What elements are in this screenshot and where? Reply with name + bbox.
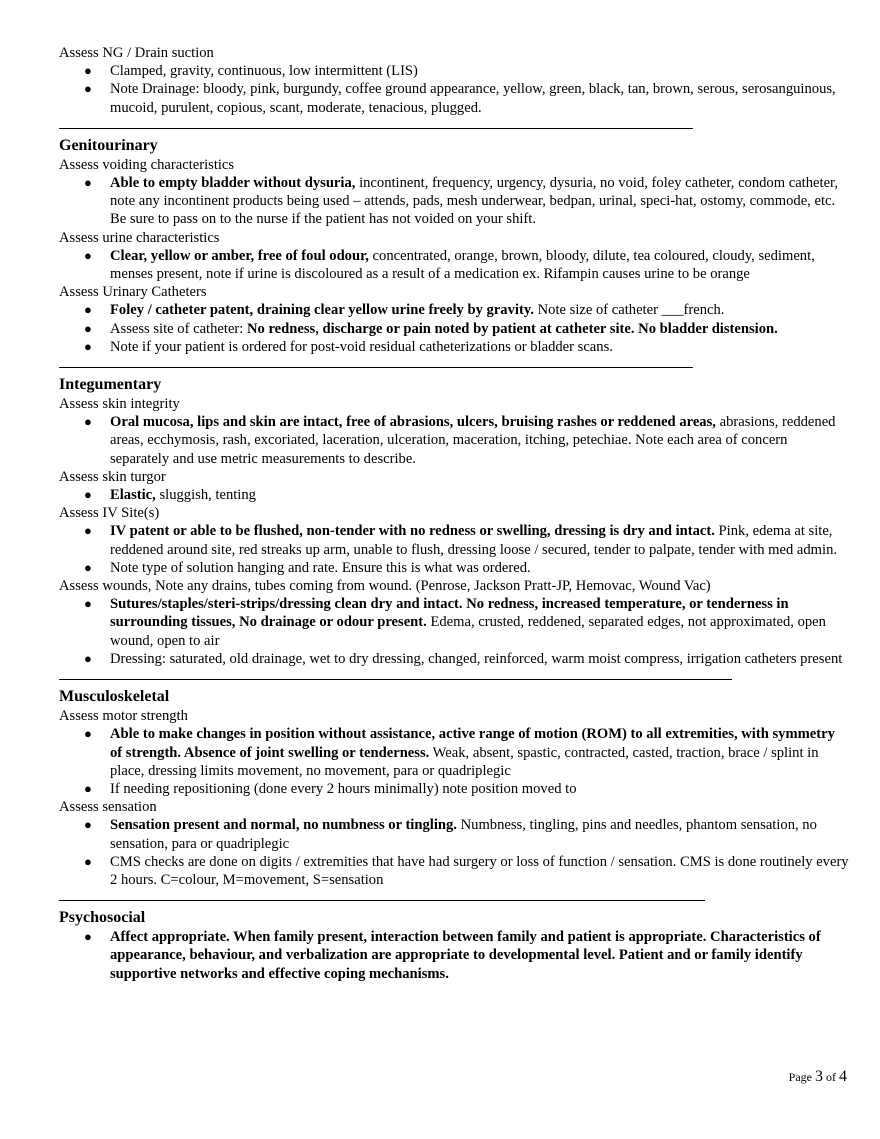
body-text: Edema, crusted, reddened, separated edges, not approximated, open wound, open to air bbox=[110, 614, 826, 649]
list-item bbox=[59, 725, 849, 780]
document-page bbox=[59, 44, 849, 983]
divider bbox=[59, 900, 705, 901]
body-text: concentrated, orange, brown, bloody, dilute, tea coloured, cloudy, sediment, menses present, note if urine is discoloured as a result of a medication ex. Rifampin causes urine to be orange bbox=[110, 247, 815, 283]
divider bbox=[59, 367, 693, 368]
iv-site-label: Assess IV Site(s) bbox=[59, 505, 160, 522]
musculoskeletal-heading: Musculoskeletal bbox=[59, 688, 170, 706]
list-item bbox=[59, 595, 849, 650]
list-item bbox=[59, 320, 849, 338]
catheter-list bbox=[59, 301, 849, 356]
list-item: ● Note Drainage: bloody, pink, burgundy, coffee ground appearance, yellow, green, black, tan, brown, serous, serosanguinous, mucoid, purulent, copious, scant, moderate, tenacious, plugged. bbox=[59, 80, 849, 116]
bold-text: Elastic, bbox=[110, 487, 156, 504]
bold-text: No redness, discharge or pain noted by patient at catheter site. No bladder distension. bbox=[246, 320, 778, 337]
list-item: ● Note if your patient is ordered for post-void residual catheterizations or bladder scans. bbox=[59, 338, 849, 356]
bold-text: IV patent or able to be flushed, non-tender with no redness or swelling, dressing is dry and intact. bbox=[110, 523, 715, 540]
body-text: Weak, absent, spastic, contracted, casted, traction, brace / splint in place, dressing limits movement, no movement, para or quadriplegic bbox=[110, 744, 819, 779]
list-item: ● Clamped, gravity, continuous, low intermittent (LIS) bbox=[59, 62, 849, 80]
list-item bbox=[59, 486, 849, 504]
list-item bbox=[59, 522, 849, 558]
bold-text: Affect appropriate. When family present, interaction between family and patient is appropriate. Characteristics of appearance, behaviour, and verbalization are appropriate to developmental level. Patient and or family identify supportive networks and effective coping mechanisms. bbox=[110, 929, 821, 982]
list-item bbox=[59, 928, 849, 983]
psychosocial-list bbox=[59, 928, 849, 983]
sensation-label: Assess sensation bbox=[59, 799, 157, 816]
skin-turgor-label: Assess skin turgor bbox=[59, 468, 166, 485]
motor-strength-label: Assess motor strength bbox=[59, 708, 188, 725]
skin-list bbox=[59, 413, 849, 468]
body-text: Note size of catheter ___french. bbox=[533, 302, 725, 319]
bold-text: Oral mucosa, lips and skin are intact, free of abrasions, ulcers, bruising rashes or reddened areas, bbox=[110, 414, 716, 431]
page-word: Page bbox=[788, 1070, 815, 1084]
list-item: ● CMS checks are done on digits / extremities that have had surgery or loss of function / sensation. CMS is done routinely every 2 hours. C=colour, M=movement, S=sensation bbox=[59, 853, 849, 889]
page-current: 3 bbox=[815, 1068, 823, 1085]
iv-list bbox=[59, 522, 849, 577]
body-text: incontinent, frequency, urgency, dysuria, no void, foley catheter, condom catheter, note any incontinent products being used – attends, pads, mesh underwear, bedpan, urinal, speci-hat, ostomy, commode, etc. Be sure to pass on to the nurse if the patient has not voided on your shift. bbox=[110, 175, 838, 228]
divider bbox=[59, 128, 693, 129]
body-text: Assess site of catheter: bbox=[110, 320, 247, 337]
skin-integrity-label: Assess skin integrity bbox=[59, 396, 180, 413]
integumentary-heading: Integumentary bbox=[59, 376, 162, 394]
list-item bbox=[59, 816, 849, 852]
psychosocial-heading: Psychosocial bbox=[59, 909, 146, 927]
list-item bbox=[59, 174, 849, 229]
urine-label: Assess urine characteristics bbox=[59, 229, 220, 246]
list-item: ● Note type of solution hanging and rate. Ensure this is what was ordered. bbox=[59, 559, 849, 577]
list-item bbox=[59, 413, 849, 468]
bold-text: Foley / catheter patent, draining clear yellow urine freely by gravity. bbox=[110, 302, 534, 319]
genitourinary-heading: Genitourinary bbox=[59, 136, 158, 154]
list-item: ● Dressing: saturated, old drainage, wet to dry dressing, changed, reinforced, warm moist compress, irrigation catheters present bbox=[59, 650, 849, 668]
body-text: abrasions, reddened areas, ecchymosis, rash, excoriated, laceration, ulceration, maceration, itching, petechiae. Note each area of concern separately and use metric measurements to describe. bbox=[110, 414, 836, 467]
voiding-list bbox=[59, 174, 849, 229]
ng-list bbox=[59, 62, 849, 117]
motor-list bbox=[59, 725, 849, 798]
page-number bbox=[789, 1068, 847, 1086]
body-text: Pink, edema at site, reddened around site, red streaks up arm, unable to flush, dressing loose / secured, tender to palpate, tender with med admin. bbox=[110, 523, 838, 558]
of-word: of bbox=[823, 1070, 839, 1084]
body-text: Numbness, tingling, pins and needles, phantom sensation, no sensation, para or quadriplegic bbox=[110, 817, 817, 852]
body-text: sluggish, tenting bbox=[155, 487, 256, 504]
list-item: ● If needing repositioning (done every 2 hours minimally) note position moved to bbox=[59, 780, 849, 798]
ng-section-title: Assess NG / Drain suction bbox=[59, 45, 214, 61]
page-total: 4 bbox=[839, 1068, 847, 1085]
voiding-label: Assess voiding characteristics bbox=[59, 156, 235, 173]
catheter-label: Assess Urinary Catheters bbox=[59, 284, 207, 301]
urine-list bbox=[59, 247, 849, 283]
turgor-list bbox=[59, 486, 849, 504]
list-item bbox=[59, 301, 849, 319]
bold-text: Sensation present and normal, no numbness or tingling. bbox=[110, 817, 457, 834]
list-item bbox=[59, 247, 849, 283]
wounds-list bbox=[59, 595, 849, 668]
bold-text: Able to make changes in position without assistance, active range of motion (ROM) to all extremities, with symmetry of strength. Absence of joint swelling or tenderness. bbox=[110, 726, 835, 761]
wounds-label: Assess wounds, Note any drains, tubes coming from wound. (Penrose, Jackson Pratt-JP, Hemovac, Wound Vac) bbox=[59, 578, 711, 595]
bold-text: Able to empty bladder without dysuria, bbox=[110, 175, 356, 192]
sensation-list bbox=[59, 816, 849, 889]
bold-text: Clear, yellow or amber, free of foul odour, bbox=[110, 247, 369, 264]
divider bbox=[59, 679, 732, 680]
bold-text: Sutures/staples/steri-strips/dressing clean dry and intact. No redness, increased temperature, or tenderness in surrounding tissues, No drainage or odour present. bbox=[110, 596, 789, 631]
